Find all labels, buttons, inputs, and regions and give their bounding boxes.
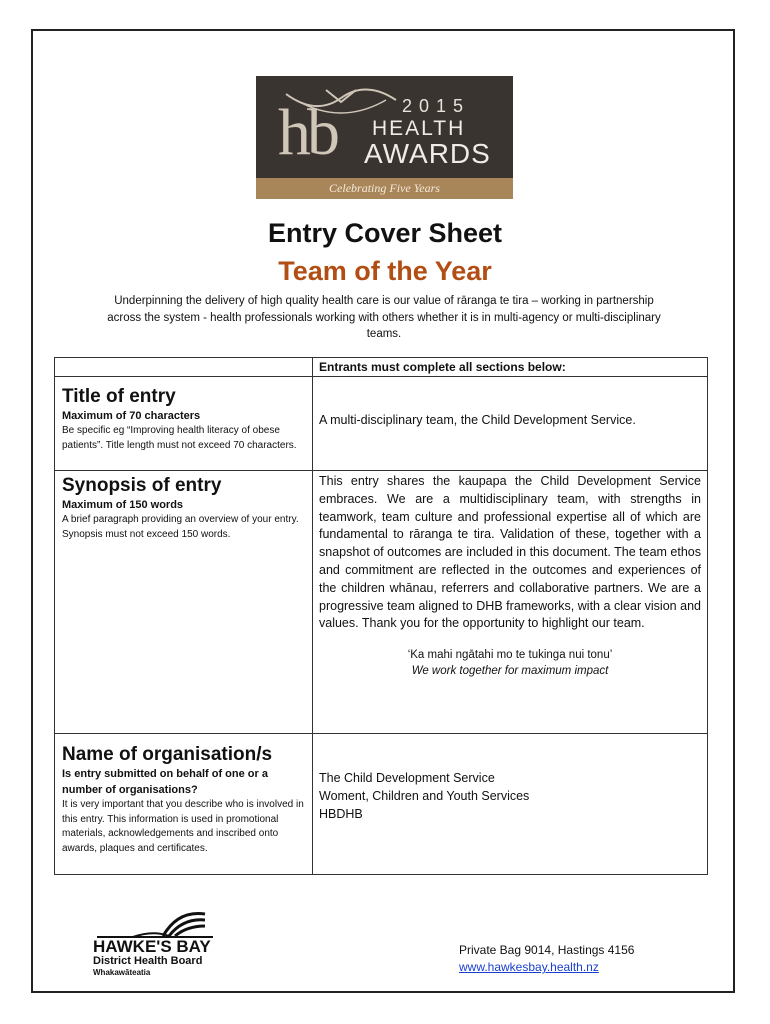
row-subheading: Maximum of 150 words [62,499,184,511]
table-divider [312,358,313,874]
organisation-line: Woment, Children and Youth Services [319,788,530,803]
row-divider [55,470,707,471]
title-of-entry-answer: A multi-disciplinary team, the Child Development Service. [319,413,636,427]
organisation-line: HBDHB [319,806,363,821]
table-header: Entrants must complete all sections below: [319,360,566,374]
hb-health-awards-logo [256,76,513,199]
entry-table [54,357,708,875]
hawkes-bay-dhb-logo [93,906,223,981]
row-heading: Title of entry [62,386,176,407]
row-subheading: Maximum of 70 characters [62,410,201,422]
postal-address: Private Bag 9014, Hastings 4156 [459,943,635,957]
wave-emblem-icon [93,906,223,940]
organisation-line: The Child Development Service [319,771,495,785]
website-link[interactable]: www.hawkesbay.health.nz [459,960,599,974]
row-heading: Synopsis of entry [62,475,222,496]
logo-hb: hb [278,96,336,169]
title-of-entry-label-cell [62,385,307,453]
logo-health: HEALTH [372,117,466,140]
quote-maori: ‘Ka mahi ngātahi mo te tukinga nui tonu’ [407,649,613,662]
organisation-label-cell [62,743,307,856]
row-divider [55,376,707,377]
org-maori-name: Whakawāteatia [93,968,151,977]
synopsis-answer: This entry shares the kaupapa the Child Development Service embraces. We are a multidisciplinary team, with strengths in teamwork, team culture and professional expertise all of which are fundamental to rāranga te tira. Validation of these, together with a snapshot of outcomes are included in this document. The team ethos and commitment are reflected in the outcomes and experiences of the children whānau, referrers and collaborative partners. We are a progressive team aligned to DHB frameworks, with a clear vision and values. Thank you for the opportunity to highlight our team. [319,474,701,631]
logo-awards: AWARDS [364,138,491,169]
page-subtitle: Team of the Year [278,256,492,286]
synopsis-label-cell [62,474,307,542]
logo-year: 2015 [402,96,471,116]
footer-address-block [459,942,634,976]
row-note: A brief paragraph providing an overview of your entry. [62,514,299,525]
org-subname: District Health Board [93,955,203,967]
page-title: Entry Cover Sheet [267,218,503,248]
row-heading: Name of organisation/s [62,744,273,765]
synopsis-answer-cell [319,473,701,679]
row-subheading: Is entry submitted on behalf of one or a number of organisations? [62,768,268,796]
intro-paragraph: Underpinning the delivery of high quality health care is our value of rāranga te tira – working in partnership across the system - health professionals working with others whether it is in multi-agency or multi-disciplinary teams. [107,295,661,340]
organisation-answer-cell [319,770,701,823]
row-note: It is very important that you describe who is involved in this entry. This information is used in promotional materials, acknowledgements and inscribed onto awards, plaques and certificates. [62,799,304,854]
logo-tagline: Celebrating Five Years [256,178,513,199]
row-divider [55,733,707,734]
row-note: Be specific eg “Improving health literacy of obese patients”. Title length must not exceed 70 characters. [62,425,297,451]
org-name: HAWKE'S BAY [93,937,211,956]
synopsis-quote [319,647,701,679]
quote-english: We work together for maximum impact [411,665,609,678]
row-note-limit: Synopsis must not exceed 150 words. [62,528,231,540]
